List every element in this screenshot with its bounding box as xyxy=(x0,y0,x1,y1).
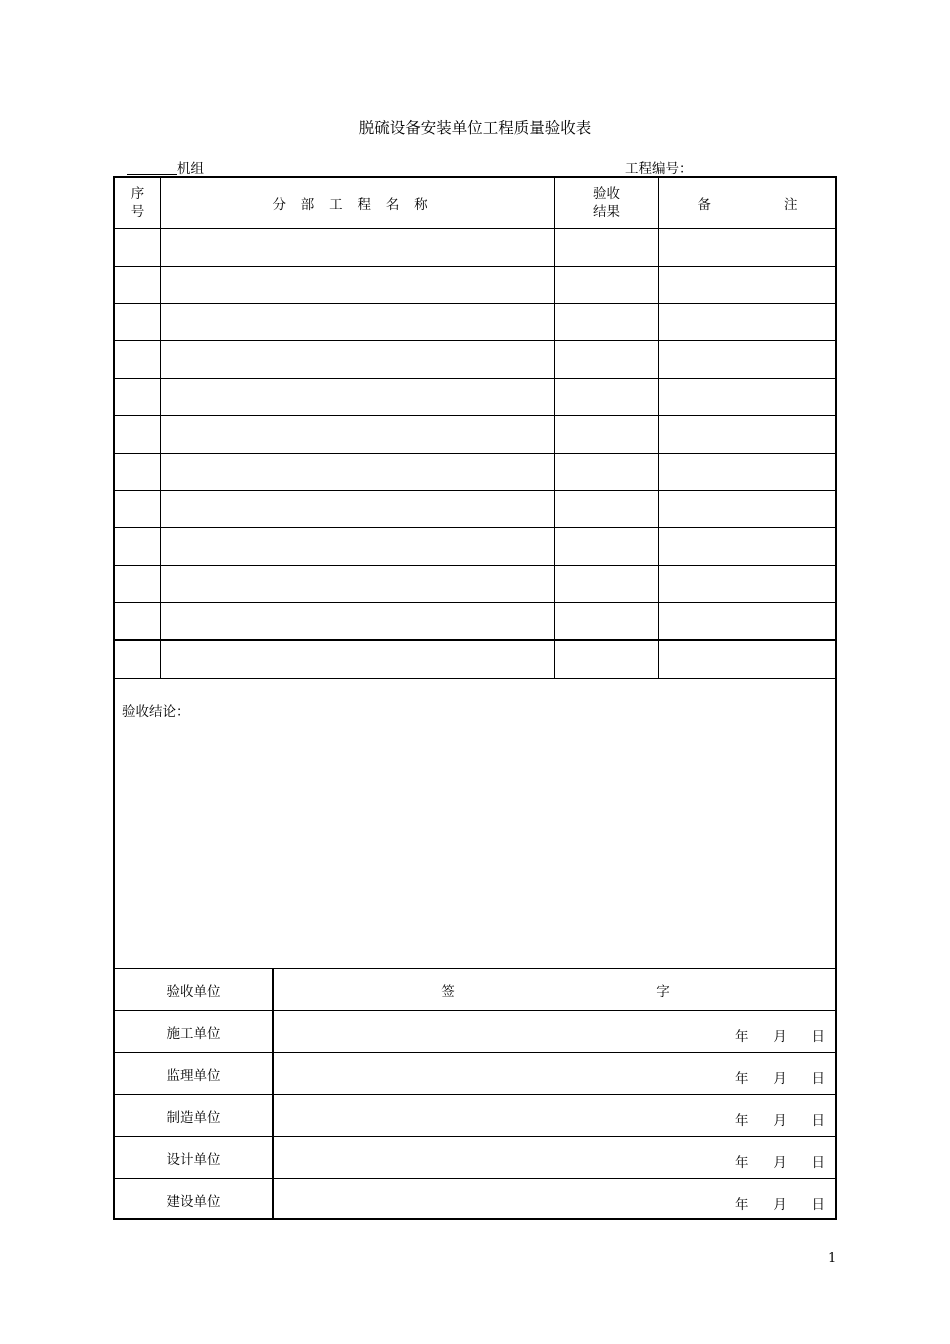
unit-blank[interactable] xyxy=(127,162,177,175)
unit-line xyxy=(127,157,204,177)
header-remark-right: 注 xyxy=(784,197,798,213)
row-line xyxy=(114,527,836,528)
date-month: 月 xyxy=(773,1071,787,1087)
date-day: 日 xyxy=(811,1029,825,1045)
row-line xyxy=(114,453,836,454)
signature-date-construction[interactable] xyxy=(735,1025,825,1045)
date-day: 日 xyxy=(811,1071,825,1087)
date-year: 年 xyxy=(735,1155,749,1171)
date-day: 日 xyxy=(811,1155,825,1171)
header-result-top: 验收 xyxy=(593,186,620,202)
unit-suffix: 机组 xyxy=(177,161,204,177)
project-number-label: 工程编号： xyxy=(625,161,693,177)
date-year: 年 xyxy=(735,1071,749,1087)
signature-date-supervision[interactable] xyxy=(735,1067,825,1087)
date-month: 月 xyxy=(773,1197,787,1213)
date-day: 日 xyxy=(811,1113,825,1129)
row-line xyxy=(114,303,836,304)
header-remark-left: 备 xyxy=(697,197,711,213)
row-line-thick xyxy=(114,639,836,641)
header-remark xyxy=(659,178,836,228)
row-line xyxy=(114,228,836,229)
signature-sign-right: 字 xyxy=(656,983,670,1000)
row-line xyxy=(114,340,836,341)
row-line xyxy=(114,602,836,603)
conclusion-label: 验收结论： xyxy=(122,704,190,720)
header-seq-bottom: 号 xyxy=(130,204,145,220)
table-bottom-line xyxy=(114,678,836,679)
date-year: 年 xyxy=(735,1113,749,1129)
signature-unit-owner: 建设单位 xyxy=(166,1193,221,1210)
date-month: 月 xyxy=(773,1029,787,1045)
signature-date-manufacturer[interactable] xyxy=(735,1109,825,1129)
date-month: 月 xyxy=(773,1113,787,1129)
signature-date-owner[interactable] xyxy=(735,1193,825,1213)
signature-col-divider xyxy=(272,968,274,1220)
header-name-label: 分部工程名称 xyxy=(272,197,443,213)
form-title: 脱硫设备安装单位工程质量验收表 xyxy=(358,119,592,137)
signature-unit-design: 设计单位 xyxy=(166,1151,221,1168)
row-line xyxy=(114,378,836,379)
signature-unit-header: 验收单位 xyxy=(166,983,221,1000)
row-line xyxy=(114,266,836,267)
signature-unit-supervision: 监理单位 xyxy=(166,1067,221,1084)
signature-unit-construction: 施工单位 xyxy=(166,1025,221,1042)
date-month: 月 xyxy=(773,1155,787,1171)
header-name xyxy=(161,178,554,228)
row-line xyxy=(114,415,836,416)
signature-date-design[interactable] xyxy=(735,1151,825,1171)
header-result xyxy=(555,178,658,228)
date-year: 年 xyxy=(735,1029,749,1045)
row-line xyxy=(114,490,836,491)
header-result-bottom: 结果 xyxy=(593,204,620,220)
date-day: 日 xyxy=(811,1197,825,1213)
date-year: 年 xyxy=(735,1197,749,1213)
signature-sign-left: 签 xyxy=(441,983,455,1000)
row-line xyxy=(114,565,836,566)
header-seq xyxy=(115,178,160,228)
header-seq-top: 序 xyxy=(130,186,145,202)
signature-unit-manufacturer: 制造单位 xyxy=(166,1109,221,1126)
page-number: 1 xyxy=(828,1251,837,1266)
